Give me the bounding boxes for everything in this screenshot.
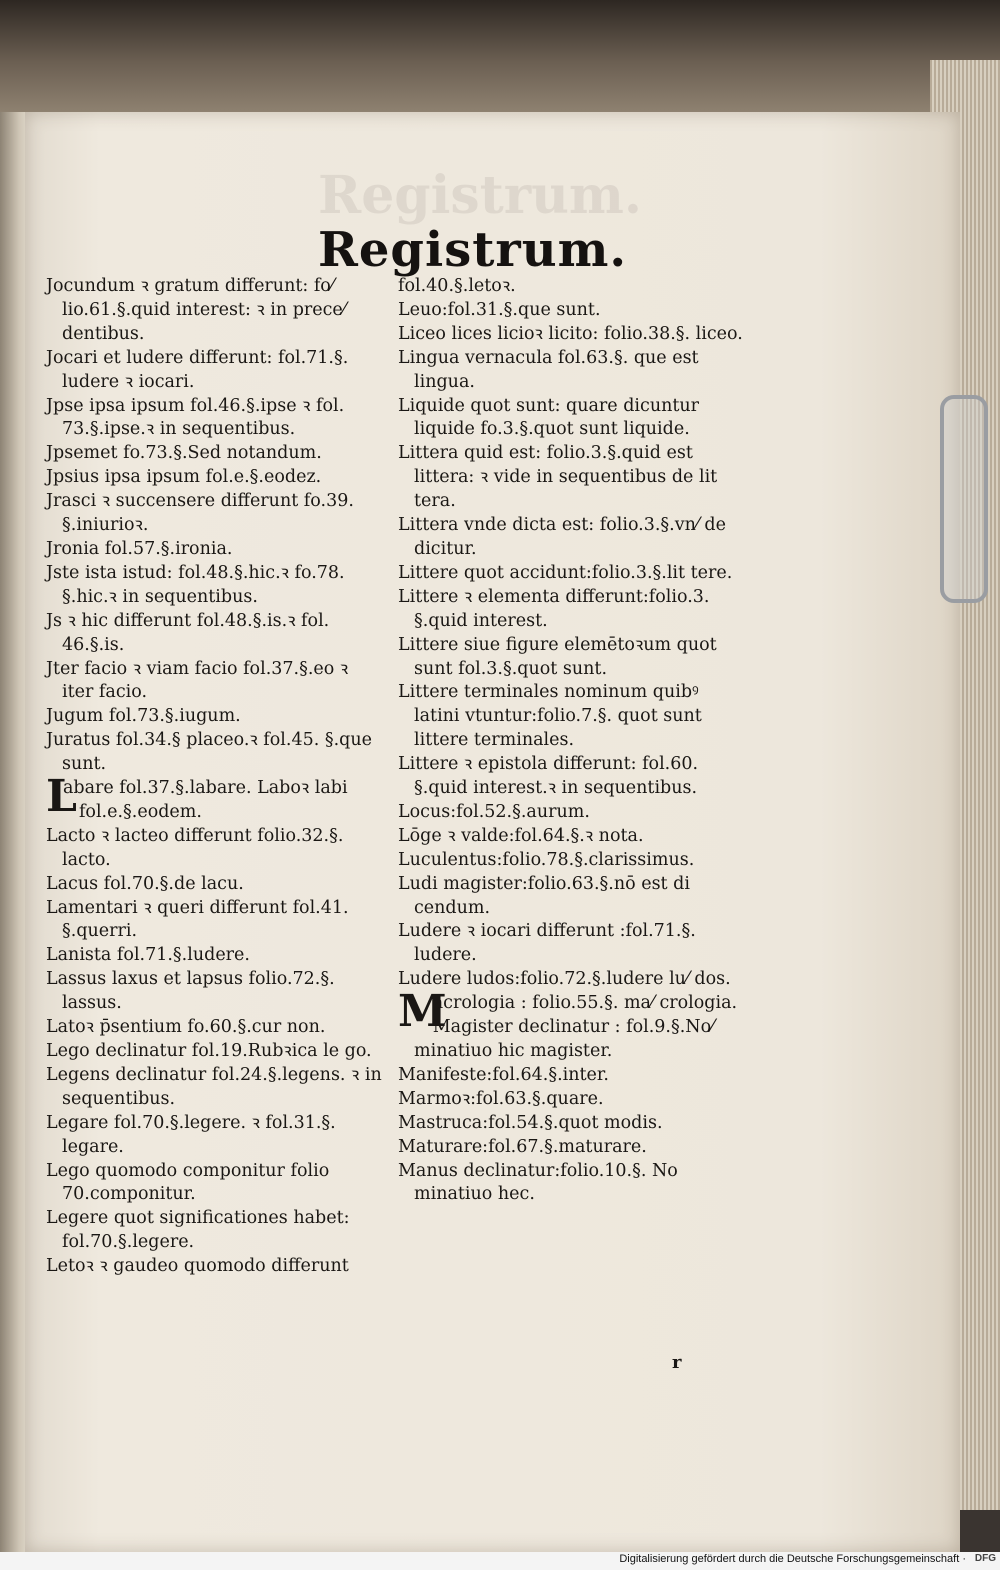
register-entry: Manifeste:fol.64.§.inter. [398,1064,609,1085]
register-entry: Jocundum ꝛ gratum differunt: fo⁄ lio.61.§.quid interest: ꝛ in prece⁄ dentibus. [46,276,346,344]
page-title: Registrum. [318,222,628,278]
register-entry: Liquide quot sunt: quare dicuntur liquide fo.3.§.quot sunt liquide. [398,395,700,440]
register-entry: Lanista fol.71.§.ludere. [46,945,250,966]
footer-credit: Digitalisierung gefördert durch die Deutsche Forschungsgemeinschaft · [619,1553,966,1565]
register-entry: Luculentus:folio.78.§.clarissimus. [398,849,695,870]
register-entry: Littera quid est: folio.3.§.quid est littera: ꝛ vide in sequentibus de lit tera. [398,443,718,512]
register-entry: Mastruca:fol.54.§.quot modis. [398,1112,663,1133]
register-entry: Jronia fol.57.§.ironia. [46,538,233,559]
register-entry: Jste ista istud: fol.48.§.hic.ꝛ fo.78. §.hic.ꝛ in sequentibus. [46,562,345,607]
register-entry: Lacus fol.70.§.de lacu. [46,873,244,894]
book-top-edge [0,0,1000,112]
register-entry: Lego quomodo componitur folio 70.componitur. [46,1160,330,1205]
page-clip [940,395,988,603]
register-entry: Lamentari ꝛ queri differunt fol.41. §.querri. [46,897,349,942]
register-entry: Liceo lices licioꝛ licito: folio.38.§. liceo. [398,323,743,344]
signature-mark: r [672,1352,682,1373]
register-entry-initial-m: Macrologia : folio.55.§. ma⁄ crologia. [398,986,738,1038]
register-entry: Lōge ꝛ valde:fol.64.§.ꝛ nota. [398,825,644,846]
register-entry: Legens declinatur fol.24.§.legens. ꝛ in sequentibus. [46,1064,382,1109]
register-entry: Littere ꝛ epistola differunt: fol.60. §.quid interest.ꝛ in sequentibus. [398,754,699,799]
register-entry: Jter facio ꝛ viam facio fol.37.§.eo ꝛ iter facio. [46,658,349,703]
register-column-left [46,275,384,1279]
register-entry: Ludere ludos:folio.72.§.ludere lu⁄ dos. [398,969,731,990]
register-entry: Jpsius ipsa ipsum fol.e.§.eodez. [46,467,322,488]
register-entry: Jocari et ludere differunt: fol.71.§. ludere ꝛ iocari. [46,347,349,392]
register-entry: Lingua vernacula fol.63.§. que est lingua. [398,347,699,392]
register-entry: Letoꝛ ꝛ gaudeo quomodo differunt [46,1256,349,1277]
register-entry: Ludere ꝛ iocari differunt :fol.71.§. ludere. [398,921,696,966]
register-entry: Leuo:fol.31.§.que sunt. [398,299,601,320]
register-entry: Littere quot accidunt:folio.3.§.lit tere. [398,562,733,583]
register-entry: Littere ꝛ elementa differunt:folio.3. §.quid interest. [398,586,710,631]
show-through-title: Registrum. [318,165,643,226]
register-entry: Locus:fol.52.§.aurum. [398,801,590,822]
register-entry: Littera vnde dicta est: folio.3.§.vn⁄ de dicitur. [398,515,726,559]
register-entry: Ludi magister:folio.63.§.nō est di cendum. [398,873,690,918]
register-entry: Lacto ꝛ lacteo differunt folio.32.§. lacto. [46,825,344,870]
register-entry: Js ꝛ hic differunt fol.48.§.is.ꝛ fol. 46.§.is. [46,610,330,655]
register-entry: Jrasci ꝛ succensere differunt fo.39. §.iniurioꝛ. [46,491,354,536]
register-column-right [398,275,743,1207]
register-entry: fol.40.§.letoꝛ. [398,276,516,296]
register-entry: Legere quot significationes habet: fol.70.§.legere. [46,1208,350,1253]
register-entry: Littere terminales nominum quibꝰ latini vtuntur:folio.7.§. quot sunt littere terminales. [398,682,702,751]
register-entry: Lego declinatur fol.19.Rubꝛica le go. [46,1041,372,1061]
register-entry: Jugum fol.73.§.iugum. [46,706,241,727]
register-entry: Magister declinatur : fol.9.§.No⁄ minatiuo hic magister. [414,1017,715,1061]
register-entry: Marmoꝛ:fol.63.§.quare. [398,1088,604,1109]
register-entry: Littere siue figure elemētoꝛum quot sunt fol.3.§.quot sunt. [398,634,717,679]
register-entry: Manus declinatur:folio.10.§. No minatiuo hec. [398,1160,678,1205]
register-entry: Juratus fol.34.§ placeo.ꝛ fol.45. §.que sunt. [46,730,372,775]
register-entry: Lassus laxus et lapsus folio.72.§. lassus. [46,969,335,1014]
register-entry: Latoꝛ p̄sentium fo.60.§.cur non. [46,1017,326,1038]
register-entry: Legare fol.70.§.legere. ꝛ fol.31.§. legare. [46,1112,336,1157]
register-entry: Jpsemet fo.73.§.Sed notandum. [46,443,322,464]
register-entry: Maturare:fol.67.§.maturare. [398,1136,647,1157]
register-entry-initial-l: Labare fol.37.§.labare. Laboꝛ labi fol.e.§.eodem. [46,771,348,823]
dfg-logo: DFG [974,1553,996,1564]
register-entry: Jpse ipsa ipsum fol.46.§.ipse ꝛ fol. 73.§.ipse.ꝛ in sequentibus. [46,395,345,440]
